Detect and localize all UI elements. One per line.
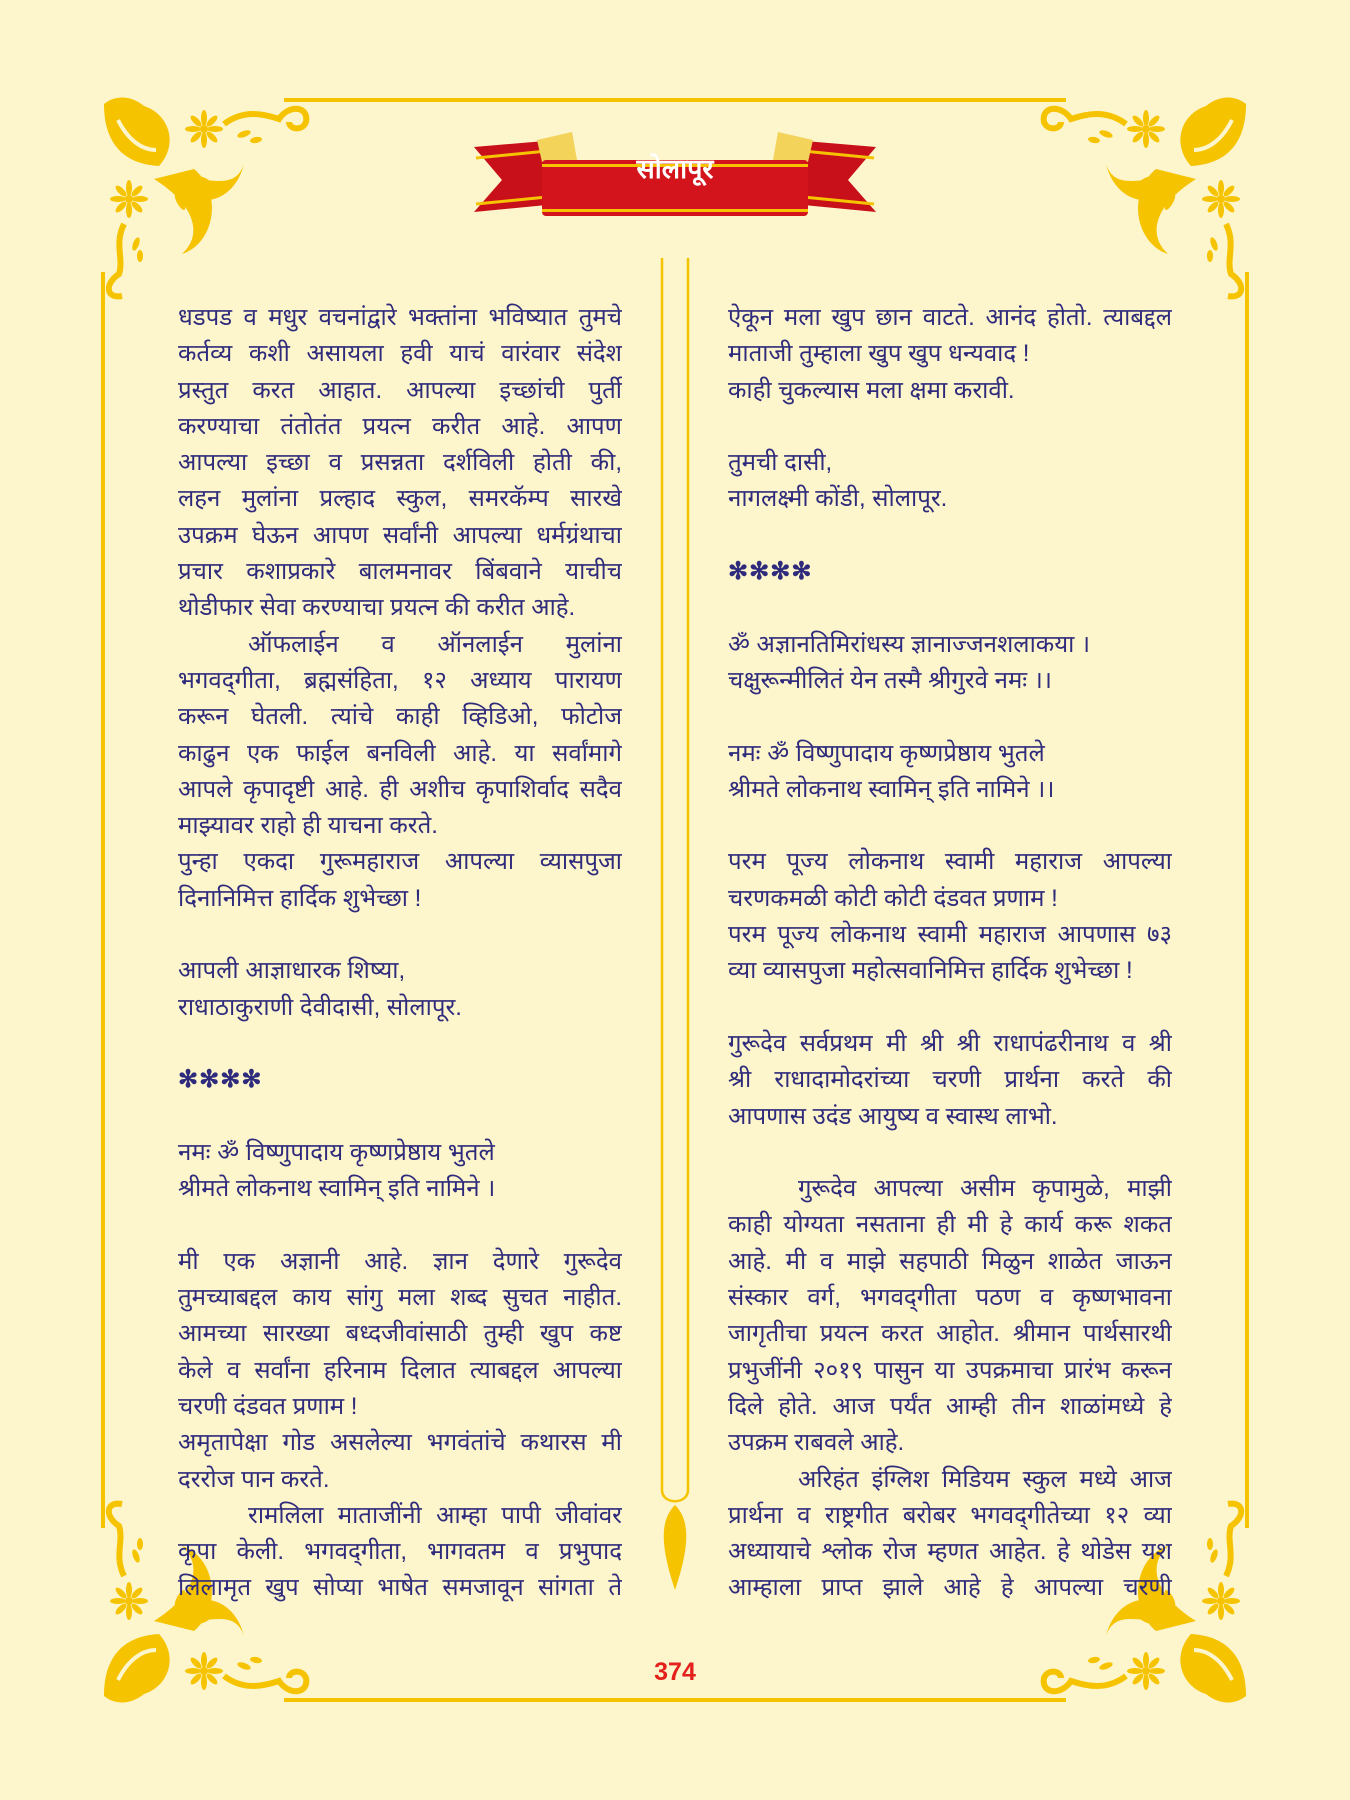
text-line: ॐ अज्ञानतिमिरांधस्य ज्ञानाज्जनशलाकया ।: [728, 630, 1091, 658]
text-line: उपक्रम राबवले आहे.: [728, 1429, 905, 1457]
text-line: आपणास उदंड आयुष्य व स्वास्थ लाभो.: [728, 1102, 1058, 1130]
text-line: करून घेतली. त्यांचे काही व्हिडिओ, फोटोज: [178, 703, 622, 731]
text-line: चरणकमळी कोटी कोटी दंडवत प्रणाम !: [728, 884, 1058, 912]
text-line: गुरूदेव आपल्या असीम कृपामुळे, माझी: [798, 1175, 1172, 1203]
corner-ornament-top-right: [1044, 98, 1246, 297]
text-line: पुन्हा एकदा गुरूमहाराज आपल्या व्यासपुजा: [178, 848, 622, 876]
text-line: आपली आज्ञाधारक शिष्या,: [178, 957, 406, 985]
text-line: जागृतीचा प्रयत्न करत आहोत. श्रीमान पार्थसारथी: [728, 1320, 1172, 1348]
text-line: करण्याचा तंतोतंत प्रयत्न करीत आहे. आपण: [178, 412, 622, 440]
text-line: आपले कृपादृष्टी आहे. ही अशीच कृपाशिर्वाद सदैव: [178, 775, 622, 803]
text-line: प्रचार कशाप्रकारे बालमनावर बिंबवाने याचीच: [178, 558, 622, 586]
text-line: काढुन एक फाईल बनविली आहे. या सर्वांमागे: [178, 739, 622, 767]
corner-ornament-top-left: [104, 98, 306, 297]
text-line: गुरूदेव सर्वप्रथम मी श्री श्री राधापंढरीनाथ व श्री: [728, 1029, 1172, 1057]
text-line: थोडीफार सेवा करण्याचा प्रयत्न की करीत आहे.: [178, 594, 576, 622]
blank-line: [728, 699, 1172, 735]
blank-line: [178, 1207, 622, 1243]
text-line: परम पूज्य लोकनाथ स्वामी महाराज आपल्या: [728, 848, 1172, 876]
text-line: अध्यायाचे श्लोक रोज म्हणत आहेत. हे थोडेस यश: [728, 1538, 1172, 1566]
text-line: ऑफलाईन व ऑनलाईन मुलांना: [248, 630, 622, 658]
text-line: संस्कार वर्ग, भगवद्‌गीता पठण व कृष्णभावना: [728, 1284, 1172, 1312]
text-line: धडपड व मधुर वचनांद्वारे भक्तांना भविष्यात तुमचे: [178, 304, 622, 331]
text-line: नमः ॐ विष्णुपादाय कृष्णप्रेष्ठाय भुतले: [728, 739, 1045, 767]
text-line: ऐकून मला खुप छान वाटते. आनंद होतो. त्याबद्दल: [728, 304, 1172, 331]
text-line: चक्षुरून्मीलितं येन तस्मै श्रीगुरवे नमः ।।: [728, 666, 1053, 694]
text-line: आहे. मी व माझे सहपाठी मिळुन शाळेत जाऊन: [728, 1247, 1172, 1275]
text-line: काही योग्यता नसताना ही मी हे कार्य करू शकत: [728, 1211, 1172, 1239]
text-line: व्या व्यासपुजा महोत्सवानिमित्त हार्दिक शुभेच्छा !: [728, 957, 1133, 985]
blank-line: [178, 917, 622, 953]
blank-line: [728, 409, 1172, 445]
blank-line: [178, 1099, 622, 1135]
text-line: कृपा केली. भगवद्‌गीता, भागवतम व प्रभुपाद: [178, 1538, 622, 1566]
text-line: तुमच्याबद्दल काय सांगु मला शब्द सुचत नाहीत.: [178, 1284, 622, 1312]
text-line: चरणी दंडवत प्रणाम !: [178, 1392, 358, 1420]
text-line: परम पूज्य लोकनाथ स्वामी महाराज आपणास ७३: [728, 921, 1172, 949]
page-title: सोलापूर: [636, 154, 714, 185]
text-line: राधाठाकुराणी देवीदासी, सोलापूर.: [178, 993, 462, 1021]
section-separator-stars: ✻✻✻✻: [178, 1066, 263, 1094]
text-line: प्रार्थना व राष्ट्रगीत बरोबर भगवद्‌गीतेच्या १२ व्या: [728, 1501, 1172, 1529]
text-line: श्रीमते लोकनाथ स्वामिन् इति नामिने ।।: [728, 775, 1055, 803]
text-line: माताजी तुम्हाला खुप खुप धन्यवाद !: [728, 340, 1030, 368]
column-divider: [662, 258, 688, 1590]
left-text-column: [178, 300, 622, 1607]
text-line: अरिहंत इंग्लिश मिडियम स्कुल मध्ये आज: [798, 1465, 1172, 1493]
blank-line: [728, 808, 1172, 844]
text-line: तुमची दासी,: [728, 449, 833, 477]
text-line: आपल्या इच्छा व प्रसन्नता दर्शविली होती की,: [178, 449, 622, 477]
text-line: लहन मुलांना प्रल्हाद स्कुल, समरकॅम्प सारखे: [178, 485, 622, 513]
text-line: काही चुकल्यास मला क्षमा करावी.: [728, 376, 1015, 404]
text-line: केले व सर्वांना हरिनाम दिलात त्याबद्दल आपल्या: [178, 1356, 622, 1384]
text-line: कर्तव्य कशी असायला हवी याचं वारंवार संदेश: [178, 340, 622, 368]
text-line: दररोज पान करते.: [178, 1465, 330, 1493]
text-line: दिनानिमित्त हार्दिक शुभेच्छा !: [178, 884, 422, 912]
blank-line: [728, 990, 1172, 1026]
section-separator-stars: ✻✻✻✻: [728, 558, 813, 586]
text-line: मी एक अज्ञानी आहे. ज्ञान देणारे गुरूदेव: [178, 1247, 622, 1275]
text-line: दिले होते. आज पर्यंत आम्ही तीन शाळांमध्ये हे: [728, 1392, 1172, 1420]
text-line: रामलिला माताजींनी आम्हा पापी जीवांवर: [248, 1501, 622, 1529]
text-line: प्रस्तुत करत आहात. आपल्या इच्छांची पुर्ती: [178, 376, 622, 404]
text-line: लिलामृत खुप सोप्या भाषेत समजावून सांगता ते: [178, 1574, 622, 1602]
text-line: नागलक्ष्मी कोंडी, सोलापूर.: [728, 485, 948, 513]
blank-line: [178, 1026, 622, 1062]
text-line: नमः ॐ विष्णुपादाय कृष्णप्रेष्ठाय भुतले: [178, 1138, 495, 1166]
blank-line: [728, 1135, 1172, 1171]
blank-line: [728, 590, 1172, 626]
text-line: श्रीमते लोकनाथ स्वामिन् इति नामिने ।: [178, 1175, 496, 1203]
page-number: 374: [654, 1658, 696, 1686]
text-line: आम्हाला प्राप्त झाले आहे हे आपल्या चरणी: [728, 1574, 1172, 1602]
text-line: भगवद्‌गीता, ब्रह्मसंहिता, १२ अध्याय पारायण: [178, 666, 622, 694]
text-line: उपक्रम घेऊन आपण सर्वांनी आपल्या धर्मग्रंथाचा: [178, 521, 622, 549]
text-line: प्रभुजींनी २०१९ पासुन या उपक्रमाचा प्रारंभ करून: [728, 1356, 1172, 1384]
text-line: अमृतापेक्षा गोड असलेल्या भगवंतांचे कथारस मी: [178, 1429, 622, 1457]
blank-line: [728, 518, 1172, 554]
text-line: माझ्यावर राहो ही याचना करते.: [178, 812, 438, 840]
right-text-column: [728, 300, 1172, 1607]
text-line: श्री राधादामोदरांच्या चरणी प्रार्थना करते की: [728, 1066, 1172, 1094]
text-line: आमच्या सारख्या बध्दजीवांसाठी तुम्ही खुप कष्ट: [178, 1320, 622, 1348]
